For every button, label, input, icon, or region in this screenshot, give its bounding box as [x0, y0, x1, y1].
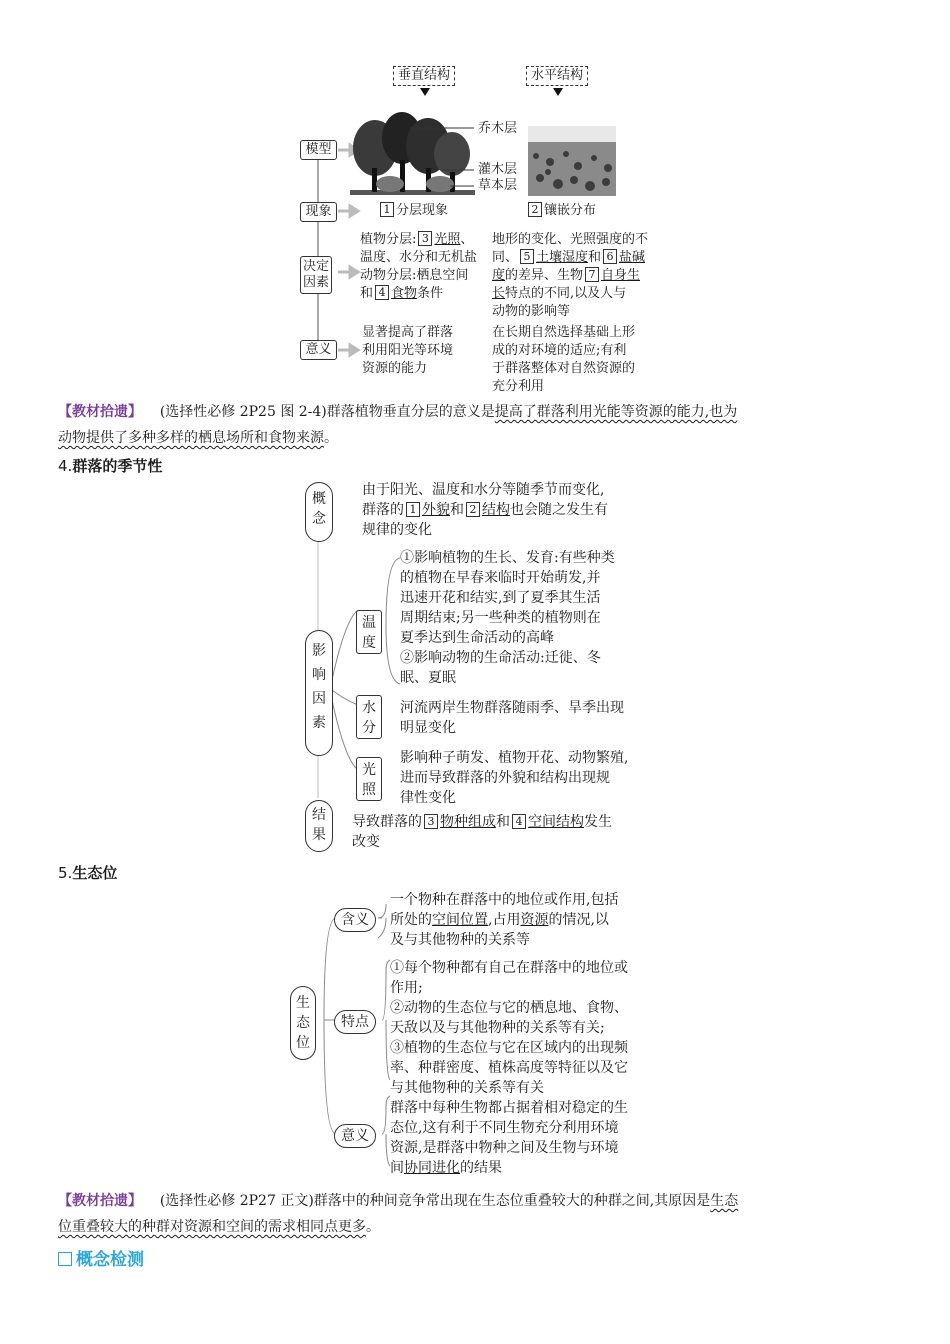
result-line: 改变 [352, 834, 380, 850]
water-label-text: 水分 [362, 700, 376, 736]
feature-line: 作用; [390, 980, 423, 996]
section-title: 生态位 [72, 864, 118, 882]
phenomenon-horizontal-text: 镶嵌分布 [544, 203, 597, 218]
spatial-position: 空间位置 [432, 912, 488, 928]
layer-label-shrub: 灌木层 [478, 162, 518, 177]
concept-label-text: 概念 [312, 491, 326, 527]
answer-4: 食物 [391, 286, 418, 301]
answer-3: 光照 [434, 232, 461, 247]
answer-number-2: 2 [466, 502, 480, 517]
resources: 资源 [520, 912, 549, 928]
sig-line: 间 [390, 1160, 404, 1176]
feature-label: 特点 [334, 1010, 376, 1034]
sig-line-post: 的结果 [460, 1160, 502, 1176]
factors-v-line4-post: 条件 [417, 286, 444, 301]
significance-text [390, 1098, 670, 1178]
grassland-illustration [528, 126, 616, 196]
note-answer: 生态 [710, 1193, 739, 1209]
meaning-vertical [362, 324, 482, 378]
answer-1: 外貌 [422, 502, 450, 518]
phenomenon-vertical [378, 202, 448, 220]
checkbox-icon [58, 1252, 72, 1266]
answer-3: 物种组成 [440, 814, 496, 830]
meaning-line: 及与其他物种的关系等 [390, 932, 530, 948]
temp-line: 迅速开花和结实,到了夏季其生活 [400, 590, 601, 606]
answer-number-7: 7 [585, 267, 599, 282]
factors-v-line1-post: 、 [460, 232, 474, 247]
row-label-factors [300, 256, 332, 294]
factors-v-line2: 温度、水分和无机盐 [360, 250, 478, 265]
answer-number-1: 1 [406, 502, 420, 517]
light-label-text: 光照 [362, 762, 376, 798]
answer-6b: 度 [492, 268, 506, 283]
answer-7b: 长 [492, 286, 506, 301]
temperature-label [356, 610, 382, 654]
temp-line: 眠、夏眠 [400, 670, 456, 686]
feature-line: ③植物的生态位与它在区域内的出现频 [390, 1040, 628, 1056]
meaning-horizontal [492, 324, 662, 396]
note-question: 群落中的种间竞争常出现在生态位重叠较大的种群之间,其原因是 [313, 1193, 711, 1209]
niche-root-label [290, 986, 316, 1060]
light-line: 进而导致群落的外貌和结构出现规 [400, 770, 610, 786]
sig-line: 资源,是群落中物种之间及生物与环境 [390, 1140, 619, 1156]
sig-line: 态位,这有利于不同生物充分利用环境 [390, 1120, 619, 1136]
factors-h-line3: 的差异、生物 [505, 268, 584, 283]
meaning-h-line: 于群落整体对自然资源的 [492, 361, 636, 376]
answer-number-3: 3 [424, 814, 438, 829]
note-question: 群落植物垂直分层的意义是 [326, 404, 495, 420]
meaning-label: 含义 [334, 908, 376, 932]
feature-line: 率、种群密度、植株高度等特征以及它 [390, 1060, 628, 1076]
concept-line-mid: 和 [450, 502, 464, 518]
answer-4: 空间结构 [528, 814, 584, 830]
phenomenon-horizontal [526, 202, 596, 220]
answer-7a: 自身生 [601, 268, 641, 283]
factors-horizontal [492, 231, 662, 321]
feature-line: ②动物的生态位与它的栖息地、食物、 [390, 1000, 628, 1016]
phenomenon-vertical-text: 分层现象 [396, 203, 449, 218]
note-end: 。 [324, 430, 338, 446]
answer-number-4: 4 [375, 285, 389, 300]
answer-5: 土壤湿度 [536, 250, 589, 265]
row-label-phenomenon: 现象 [300, 202, 337, 222]
feature-text [390, 958, 670, 1098]
answer-number-6: 6 [603, 249, 617, 264]
significance-label: 意义 [334, 1124, 376, 1148]
answer-number-2: 2 [528, 202, 542, 217]
section-number: 4. [58, 457, 73, 475]
light-label [356, 757, 382, 801]
answer-2: 结构 [482, 502, 510, 518]
meaning-v-line: 利用阳光等环境 [362, 343, 454, 358]
light-text [400, 748, 670, 808]
layer-label-herb: 草本层 [478, 178, 518, 193]
result-label-text: 结果 [312, 807, 326, 843]
light-line: 影响种子萌发、植物开花、动物繁殖, [400, 750, 629, 766]
concept-check-title: 概念检测 [76, 1250, 144, 1270]
result-text [352, 812, 662, 852]
factors-text: 决定因素 [302, 259, 329, 290]
concept-line: 群落的 [362, 502, 404, 518]
forest-illustration [350, 108, 480, 196]
water-line: 河流两岸生物群落随雨季、旱季出现 [400, 700, 624, 716]
note-tag: 【教材拾遗】 [58, 404, 142, 420]
meaning-text [390, 890, 670, 950]
section-4-heading [58, 455, 162, 476]
note-end: 。 [366, 1219, 380, 1235]
meaning-v-line: 显著提高了群落 [362, 325, 454, 340]
meaning-line: 所处的 [390, 912, 432, 928]
feature-line: ①每个物种都有自己在群落中的地位或 [390, 960, 628, 976]
factors-h-line1: 地形的变化、光照强度的不 [492, 232, 649, 247]
factors-v-line4: 和 [360, 286, 374, 301]
result-post: 发生 [584, 814, 612, 830]
factors-h-line4: 特点的不同,以及人与 [505, 286, 627, 301]
water-label [356, 695, 382, 739]
note-source: (选择性必修 2P25 图 2-4) [159, 404, 327, 420]
horizontal-structure-label: 水平结构 [526, 66, 588, 86]
row-label-meaning: 意义 [300, 340, 337, 360]
vertical-structure-label: 垂直结构 [393, 66, 455, 86]
note-answer-cont: 位重叠较大的种群对资源和空间的需求相同点更多 [58, 1219, 366, 1235]
answer-number-1: 1 [380, 202, 394, 217]
factors-v-line3: 动物分层:栖息空间 [360, 268, 469, 283]
textbook-note-2 [58, 1188, 893, 1240]
answer-number-5: 5 [520, 249, 534, 264]
temp-line: 的植物在早春来临时开始萌发,并 [400, 570, 601, 586]
meaning-h-line: 充分利用 [492, 379, 545, 394]
temp-line: ②影响动物的生命活动:迁徙、冬 [400, 650, 601, 666]
concept-line-post: 也会随之发生有 [510, 502, 608, 518]
light-line: 律性变化 [400, 790, 456, 806]
temp-line: 周期结束;另一些种类的植物则在 [400, 610, 601, 626]
sig-line: 群落中每种生物都占据着相对稳定的生 [390, 1100, 628, 1116]
water-text [400, 698, 670, 738]
meaning-line: 一个物种在群落中的地位或作用,包括 [390, 892, 619, 908]
factors-v-line1: 植物分层: [360, 232, 417, 247]
concept-text [362, 480, 662, 540]
result-mid: 和 [496, 814, 510, 830]
section-number: 5. [58, 864, 73, 882]
factors-h-line5: 动物的影响等 [492, 304, 571, 319]
meaning-line-post: 的情况,以 [548, 912, 609, 928]
water-line: 明显变化 [400, 720, 456, 736]
answer-6a: 盐碱 [619, 250, 646, 265]
meaning-h-line: 在长期自然选择基础上形 [492, 325, 636, 340]
answer-number-3: 3 [418, 231, 432, 246]
concept-line: 由于阳光、温度和水分等随季节而变化, [362, 482, 605, 498]
temp-line: ①影响植物的生长、发育:有些种类 [400, 550, 615, 566]
factors-vertical [360, 231, 490, 303]
concept-label [305, 482, 333, 542]
coevolution: 协同进化 [404, 1160, 460, 1176]
section-5-heading [58, 862, 117, 883]
textbook-note-1 [58, 399, 893, 451]
factors-label-text: 影响因素 [312, 643, 326, 731]
section-title: 群落的季节性 [72, 457, 163, 475]
feature-line: 天敌以及与其他物种的关系等有关; [390, 1020, 605, 1036]
factors-h-line2: 同、 [492, 250, 519, 265]
meaning-h-line: 成的对环境的适应;有利 [492, 343, 627, 358]
note-source: (选择性必修 2P27 正文) [159, 1193, 314, 1209]
concept-check-heading [58, 1245, 144, 1270]
result-label [305, 800, 333, 852]
meaning-line-mid: ,占用 [488, 912, 521, 928]
result-line: 导致群落的 [352, 814, 422, 830]
row-label-model: 模型 [300, 140, 337, 160]
factors-label [305, 630, 333, 756]
answer-number-4: 4 [512, 814, 526, 829]
note-tag: 【教材拾遗】 [58, 1193, 142, 1209]
feature-line: 与其他物种的关系等有关 [390, 1080, 544, 1096]
temp-line: 夏季达到生命活动的高峰 [400, 630, 554, 646]
note-answer: 提高了群落利用光能等资源的能力,也为 [494, 404, 738, 420]
meaning-v-line: 资源的能力 [362, 361, 428, 376]
down-arrow-icons [415, 86, 575, 100]
factors-h-line2-mid: 和 [588, 250, 602, 265]
note-answer-cont: 动物提供了多种多样的栖息场所和食物来源 [58, 430, 324, 446]
concept-line: 规律的变化 [362, 522, 432, 538]
niche-root-text: 生态位 [296, 995, 310, 1051]
temperature-text [400, 548, 670, 688]
temperature-label-text: 温度 [362, 615, 376, 651]
layer-label-tree: 乔木层 [478, 121, 518, 136]
